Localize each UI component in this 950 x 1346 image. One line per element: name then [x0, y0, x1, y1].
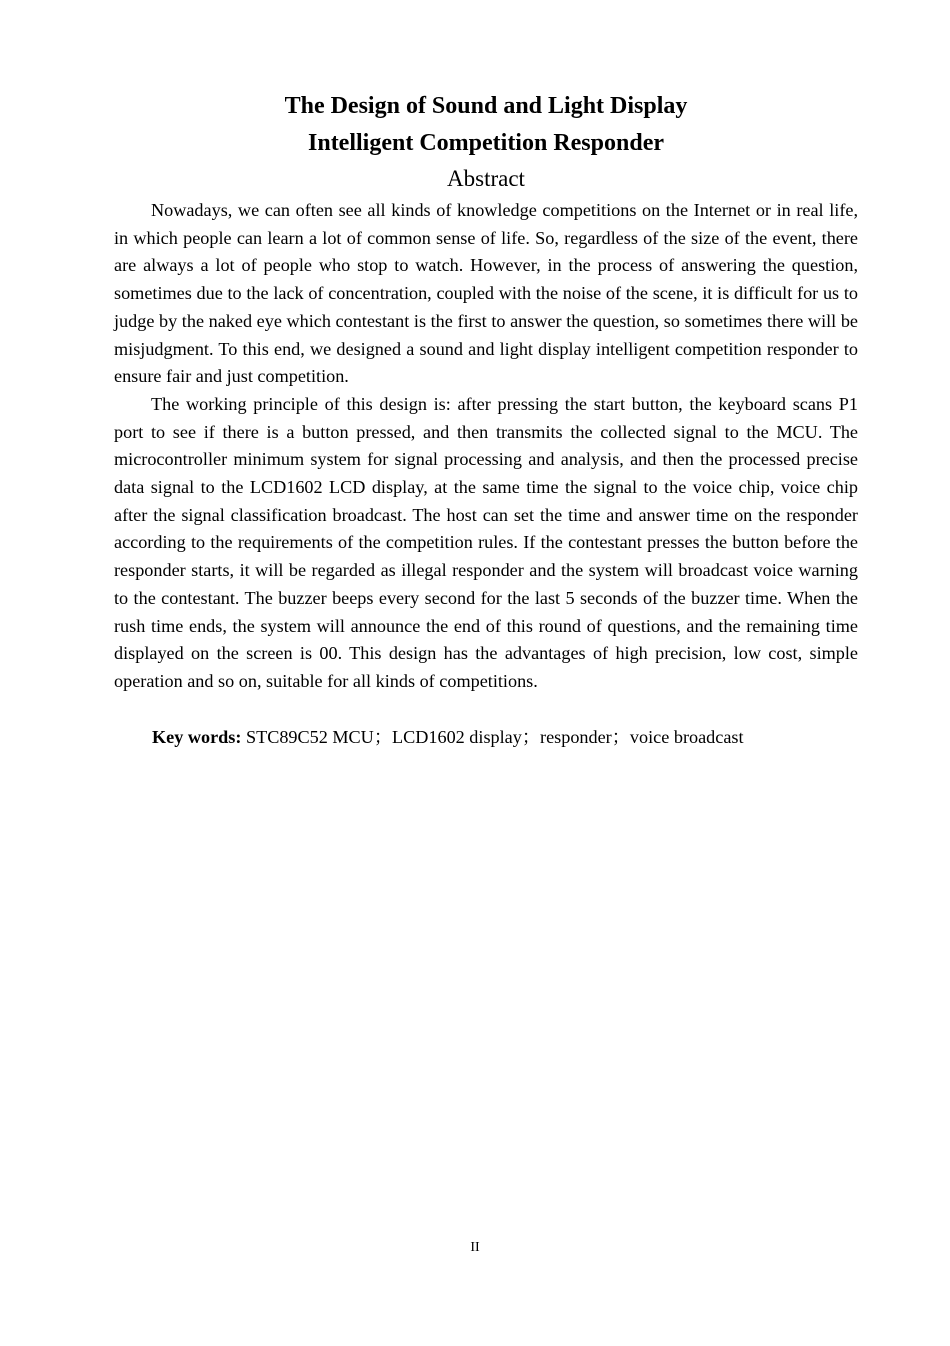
- keywords-label: Key words:: [152, 726, 242, 747]
- page-number: II: [470, 1240, 480, 1255]
- keywords-line: [114, 724, 858, 752]
- title-line-1: The Design of Sound and Light Display: [284, 93, 688, 119]
- keywords-text: STC89C52 MCU；LCD1602 display；responder；voice broadcast: [241, 726, 744, 747]
- abstract-paragraph-1: Nowadays, we can often see all kinds of knowledge competitions on the Internet or in real life, in which people can learn a lot of common sense of life. So, regardless of the size of the event, there are always a lot of people who stop to watch. However, in the process of answering the question, sometimes due to the lack of concentration, coupled with the noise of the scene, it is difficult for us to judge by the naked eye which contestant is the first to answer the question, so sometimes there will be misjudgment. To this end, we designed a sound and light display intelligent competition responder to ensure fair and just competition.: [114, 200, 858, 387]
- abstract-heading: Abstract: [447, 166, 525, 191]
- document-page: [114, 88, 858, 751]
- abstract-paragraph-2: The working principle of this design is: after pressing the start button, the keyboard scans P1 port to see if there is a button pressed, and then transmits the collected signal to the MCU. The microcontroller minimum system for signal processing and analysis, and then the processed precise data signal to the LCD1602 LCD display, at the same time the signal to the voice chip, voice chip after the signal classification broadcast. The host can set the time and answer time on the responder according to the requirements of the competition rules. If the contestant presses the button before the responder starts, it will be regarded as illegal responder and the system will broadcast voice warning to the contestant. The buzzer beeps every second for the last 5 seconds of the buzzer time. When the rush time ends, the system will announce the end of this round of questions, and the remaining time displayed on the screen is 00. This design has the advantages of high precision, low cost, simple operation and so on, suitable for all kinds of competitions.: [114, 393, 858, 691]
- title-line-2: Intelligent Competition Responder: [308, 130, 664, 156]
